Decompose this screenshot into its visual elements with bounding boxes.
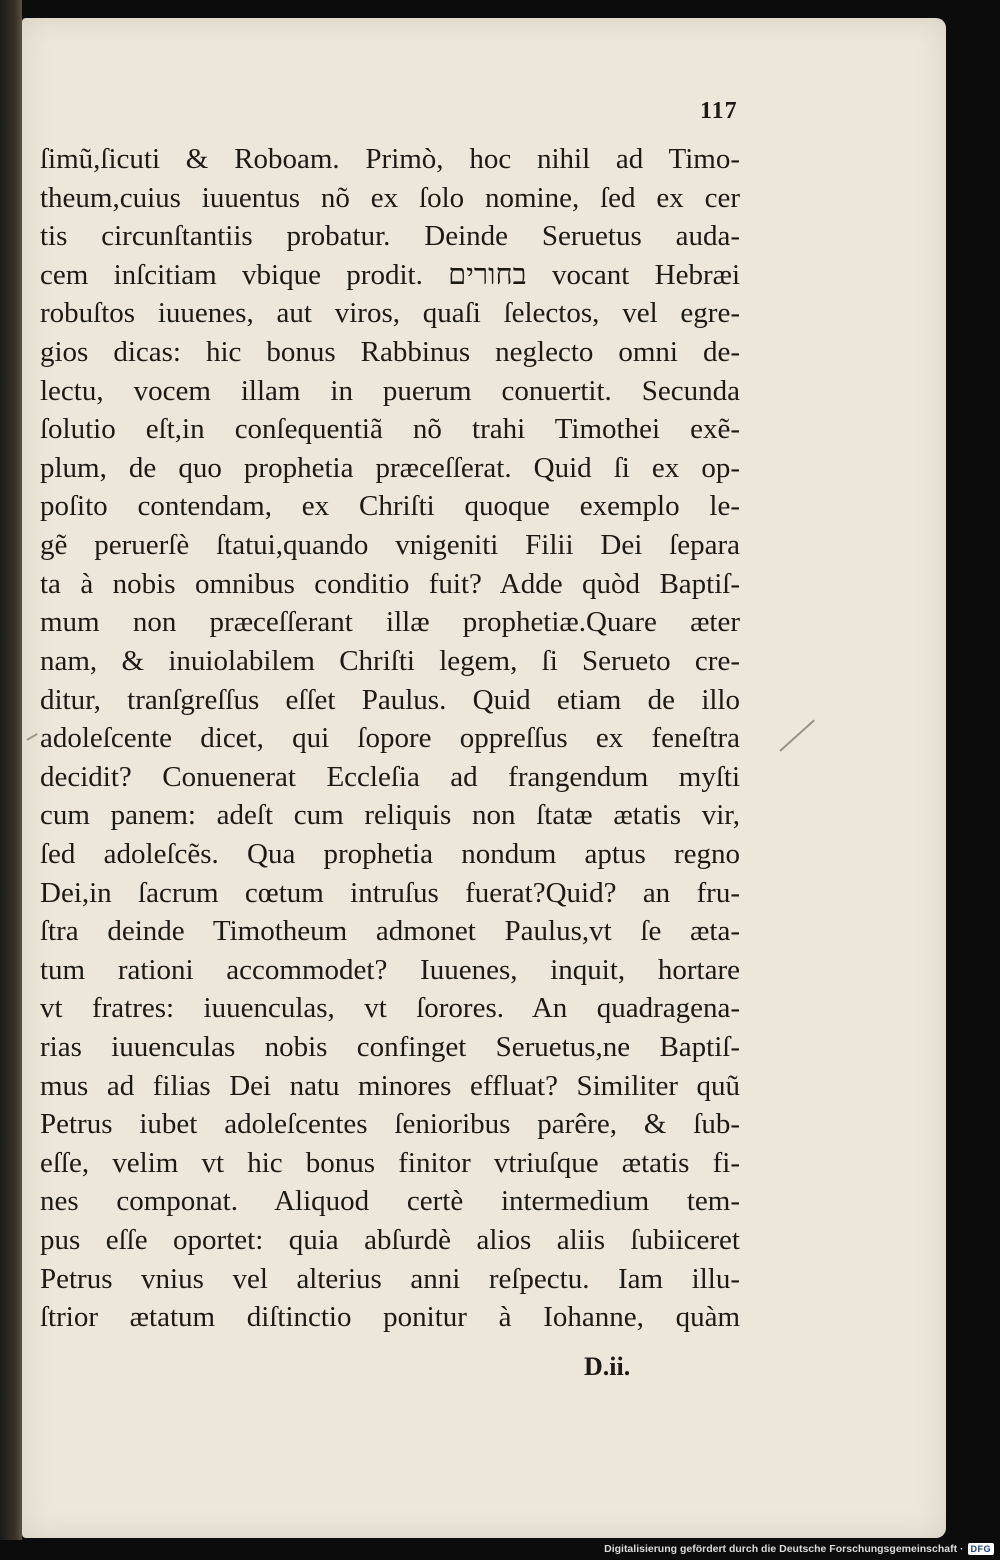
text-line: vt fratres: iuuenculas, vt ſorores. An quadragena-	[40, 992, 740, 1025]
credit-text: Digitalisierung gefördert durch die Deutsche Forschungsgemeinschaft ·	[604, 1543, 964, 1555]
text-line: ſed adoleſcẽs. Qua prophetia nondum aptus regno	[40, 837, 740, 870]
text-line: robuſtos iuuenes, aut viros, quaſi ſelectos, vel egre-	[40, 297, 740, 330]
text-line: ſimũ,ſicuti & Roboam. Primò, hoc nihil ad Timo-	[40, 143, 740, 175]
text-line: pus eſſe oportet: quia abſurdè alios aliis ſubiiceret	[40, 1224, 740, 1257]
text-line: cem inſcitiam vbique prodit. בחורים vocant Hebræi	[40, 258, 740, 291]
book-page	[22, 18, 946, 1538]
text-line: gẽ peruerſè ſtatui,quando vnigeniti Filii Dei ſepara	[40, 529, 740, 562]
text-line: rias iuuenculas nobis confinget Seruetus,ne Baptiſ-	[40, 1031, 740, 1064]
text-line: ditur, tranſgreſſus eſſet Paulus. Quid etiam de illo	[40, 683, 740, 716]
text-line: mus ad filias Dei natu minores effluat? Similiter quũ	[40, 1069, 740, 1102]
pencil-mark	[779, 719, 815, 751]
text-line: theum,cuius iuuentus nõ ex ſolo nomine, ſed ex cer	[40, 181, 740, 214]
text-line: gios dicas: hic bonus Rabbinus neglecto omni de-	[40, 336, 740, 369]
text-line: Dei,in ſacrum cœtum intruſus fuerat?Quid? an fru-	[40, 876, 740, 909]
digitization-credit	[604, 1541, 994, 1557]
pencil-mark	[26, 733, 37, 741]
text-line: mum non præceſſerant illæ prophetiæ.Quare æter	[40, 606, 740, 639]
text-line: tum rationi accommodet? Iuuenes, inquit, hortare	[40, 953, 740, 986]
text-line: ſolutio eſt,in conſequentiã nõ trahi Timothei exẽ-	[40, 413, 740, 446]
text-line: tis circunſtantiis probatur. Deinde Seruetus auda-	[40, 220, 740, 253]
text-line: plum, de quo prophetia præceſſerat. Quid ſi ex op-	[40, 451, 740, 484]
text-line: lectu, vocem illam in puerum conuertit. Secunda	[40, 374, 740, 407]
dfg-logo-icon: DFG	[968, 1543, 995, 1555]
text-line: nam, & inuiolabilem Chriſti legem, ſi Serueto cre-	[40, 644, 740, 677]
text-line: poſito contendam, ex Chriſti quoque exemplo le-	[40, 490, 740, 523]
text-line: adoleſcente dicet, qui ſopore oppreſſus ex feneſtra	[40, 722, 740, 755]
page-text-block	[40, 140, 740, 1337]
text-line: Petrus iubet adoleſcentes ſenioribus parêre, & ſub-	[40, 1108, 740, 1141]
text-line: nes componat. Aliquod certè intermedium tem-	[40, 1185, 740, 1218]
text-line: eſſe, velim vt hic bonus finitor vtriuſque ætatis fi-	[40, 1146, 740, 1179]
book-spine-edge	[0, 0, 22, 1540]
text-line: ſtra deinde Timotheum admonet Paulus,vt ſe æta-	[40, 915, 740, 948]
text-line: cum panem: adeſt cum reliquis non ſtatæ ætatis vir,	[40, 799, 740, 832]
text-line: Petrus vnius vel alterius anni reſpectu. Iam illu-	[40, 1262, 740, 1295]
text-line: ta à nobis omnibus conditio fuit? Adde quòd Baptiſ-	[40, 567, 740, 600]
folio-number: 117	[700, 98, 738, 124]
signature-mark: D.ii.	[584, 1352, 631, 1381]
text-line: decidit? Conuenerat Eccleſia ad frangendum myſti	[40, 760, 740, 793]
text-line: ſtrior ætatum diſtinctio ponitur à Iohanne, quàm	[40, 1301, 740, 1334]
